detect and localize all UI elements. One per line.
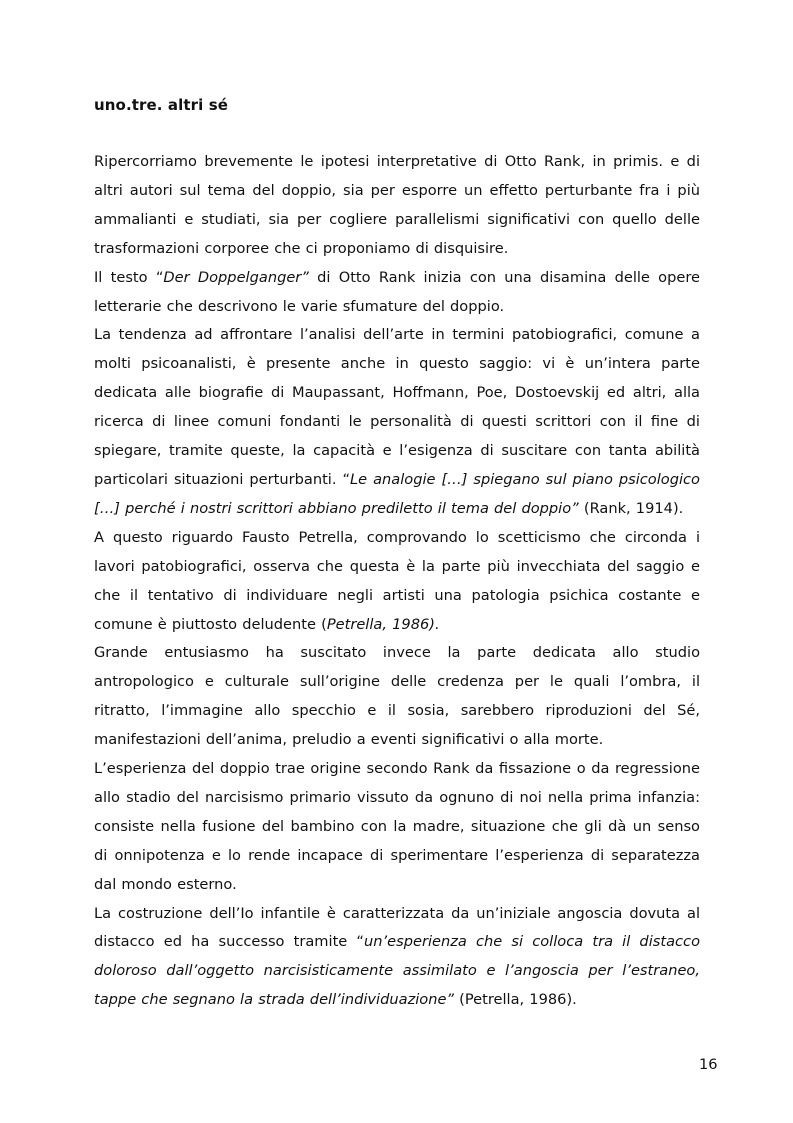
text-segment: Grande entusiasmo ha suscitato invece la parte dedicata allo studio antropologico e culturale sull’origine delle credenza per le quali l’ombra, il ritratto, l’immagine allo specchio e il sosia, sarebbero riproduzioni del Sé, manifestazioni dell’anima, preludio a eventi significativi o alla morte.: [94, 644, 700, 749]
italic-text-segment: un’esperienza che si colloca tra il distacco doloroso dall’oggetto narcisisticamente assimilato e l’angoscia per l’estraneo, tappe che segnano la strada dell’individuazione”: [94, 933, 700, 1009]
paragraph: [94, 524, 700, 640]
text-segment: A questo riguardo Fausto Petrella, comprovando lo scetticismo che circonda i lavori patobiografici, osserva che questa è la parte più invecchiata del saggio e che il tentativo di individuare negli artisti una patologia psichica costante e comune è piuttosto deludente (: [94, 528, 700, 633]
text-segment: L’esperienza del doppio trae origine secondo Rank da fissazione o da regressione allo stadio del narcisismo primario vissuto da ognuno di noi nella prima infanzia: consiste nella fusione del bambino con la madre, situazione che gli dà un senso di onnipotenza e lo rende incapace di sperimentare l’esperienza di separatezza dal mondo esterno.: [94, 760, 700, 893]
paragraph: [94, 148, 700, 264]
italic-text-segment: Le analogie […] spiegano sul piano psicologico […] perché i nostri scrittori abbiano prediletto il tema del doppio”: [94, 470, 700, 517]
section-heading: uno.tre. altri sé: [94, 96, 229, 114]
text-segment: (Petrella, 1986).: [454, 991, 577, 1009]
body-text: [94, 148, 700, 1015]
italic-text-segment: Petrella, 1986).: [326, 615, 440, 633]
page-number: 16: [699, 1056, 718, 1073]
text-segment: La tendenza ad affrontare l’analisi dell’arte in termini patobiografici, comune a molti psicoanalisti, è presente anche in questo saggio: vi è un’intera parte dedicata alle biografie di Maupassant, Hoffmann, Poe, Dostoevskij ed altri, alla ricerca di linee comuni fondanti le personalità di questi scrittori con il fine di spiegare, tramite queste, la capacità e l’esigenza di suscitare con tanta abilità particolari situazioni perturbanti. “: [94, 326, 700, 488]
text-segment: Il testo “: [94, 268, 164, 286]
paragraph: [94, 264, 700, 322]
paragraph: [94, 639, 700, 755]
paragraph: [94, 321, 700, 523]
paragraph: [94, 900, 700, 1016]
italic-text-segment: Der Doppelganger”: [163, 268, 309, 286]
text-segment: di Otto Rank inizia con una disamina delle opere letterarie che descrivono le varie sfumature del doppio.: [94, 268, 701, 315]
paragraph: [94, 755, 700, 900]
text-segment: La costruzione dell’Io infantile è caratterizzata da un’iniziale angoscia dovuta al distacco ed ha successo tramite “: [94, 904, 700, 951]
text-segment: Ripercorriamo brevemente le ipotesi interpretative di Otto Rank, in primis. e di altri autori sul tema del doppio, sia per esporre un effetto perturbante fra i più ammalianti e studiati, sia per cogliere parallelismi significativi con quello delle trasformazioni corporee che ci proponiamo di disquisire.: [94, 153, 700, 257]
text-segment: (Rank, 1914).: [578, 499, 684, 517]
